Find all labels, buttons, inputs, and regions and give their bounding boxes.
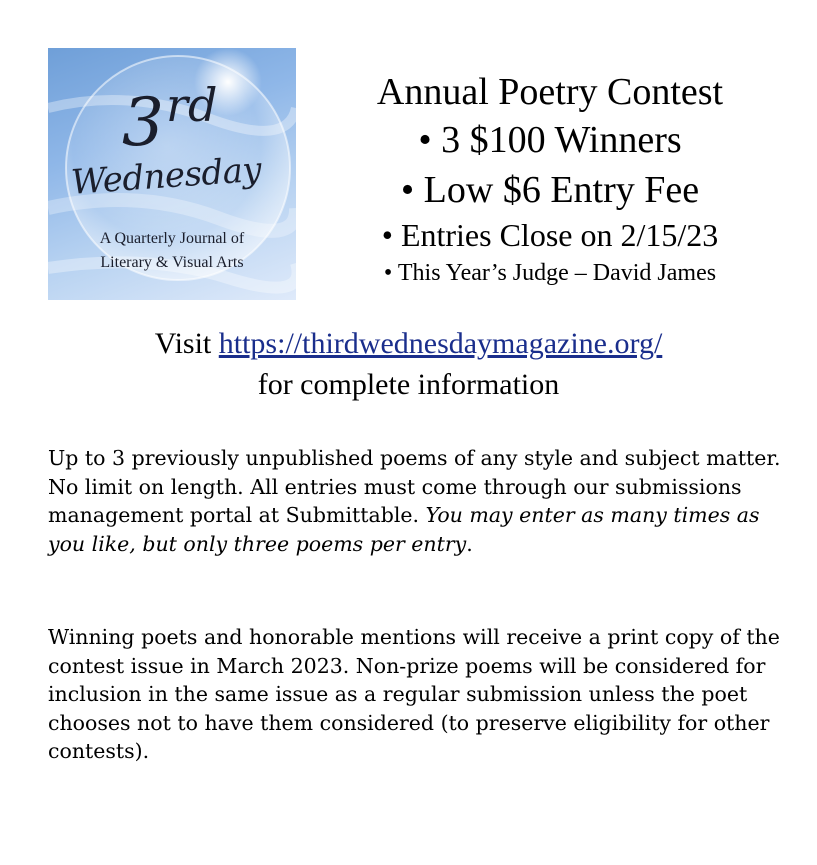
eligibility-paragraph — [48, 444, 788, 558]
bullet-entry-fee: • Low $6 Entry Fee — [400, 169, 700, 211]
bullet-judge: • This Year’s Judge – David James — [383, 260, 717, 286]
logo-number: 3 — [122, 84, 164, 161]
bullet-deadline: • Entries Close on 2/15/23 — [381, 217, 719, 253]
magazine-logo — [48, 48, 296, 300]
logo-ordinal: rd — [166, 78, 218, 132]
visit-info-line: for complete information — [257, 368, 560, 401]
contest-title: Annual Poetry Contest — [376, 71, 724, 113]
logo-wordmark: Wednesday — [69, 149, 263, 203]
logo-subtitle-line2: Literary & Visual Arts — [100, 254, 244, 271]
entry-limit-text: You may enter as many times as you like, but only three poems per entry — [48, 503, 760, 556]
eligibility-period: . — [466, 531, 473, 556]
visit-line — [0, 327, 817, 361]
bullet-winners: • 3 $100 Winners — [418, 119, 682, 161]
eligibility-text: Up to 3 previously unpublished poems of any style and subject matter. No limit on length. All entries must come through our submissions management portal at Submittable. — [48, 446, 781, 527]
prizes-paragraph: Winning poets and honorable mentions will receive a print copy of the contest issue in March 2023. Non-prize poems will be considered for inclusion in the same issue as a regular submission unless the poet chooses not to have them considered (to preserve eligibility for other contests). — [48, 625, 780, 763]
logo-subtitle-line1: A Quarterly Journal of — [99, 230, 245, 247]
visit-prefix: Visit — [154, 327, 219, 360]
website-link[interactable]: https://thirdwednesdaymagazine.org/ — [218, 327, 663, 360]
